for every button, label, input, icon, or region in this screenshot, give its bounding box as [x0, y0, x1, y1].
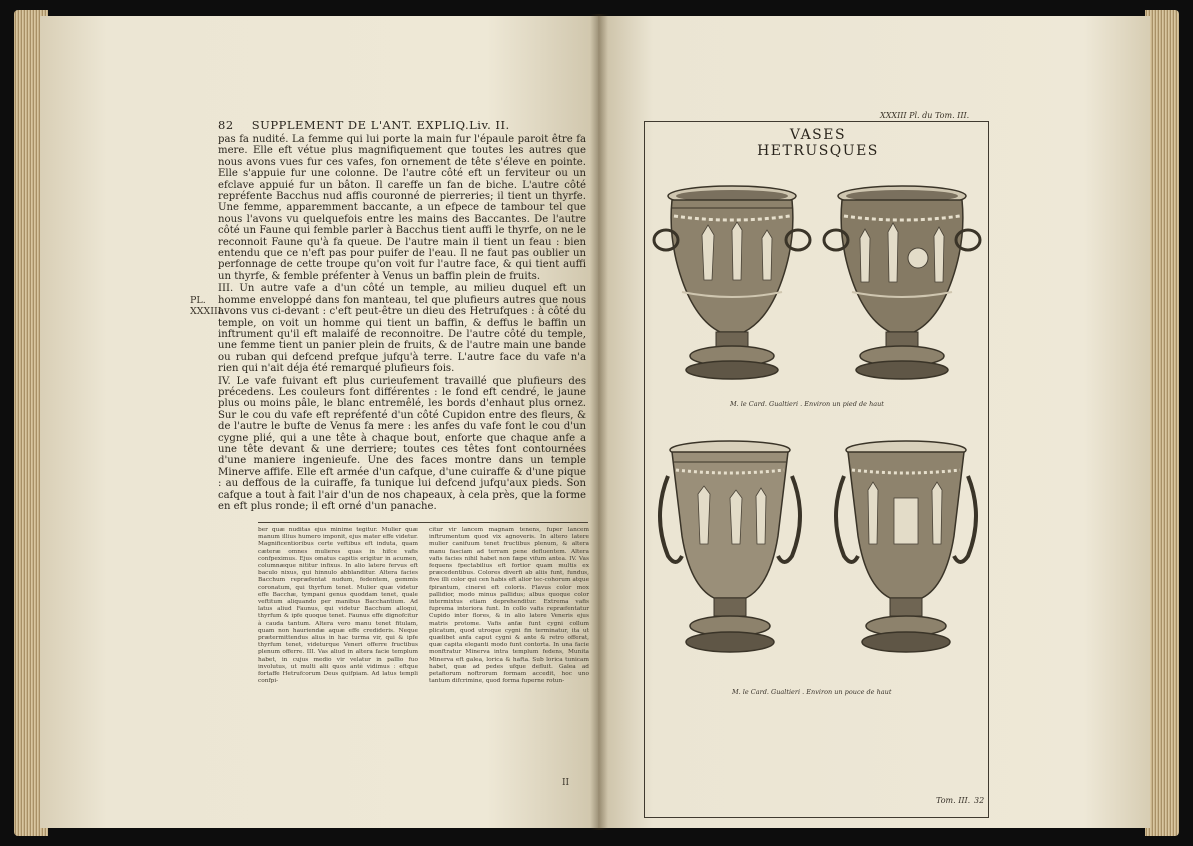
margin-note-line-2: XXXIII.: [190, 306, 225, 317]
plate-footer-tome: Tom. III.: [936, 796, 971, 805]
plate-number: XXXIII Pl. du Tom. III.: [880, 111, 970, 120]
latin-notes-right-text: citur vir lancem magnam tenens, fuper lancem inftrumentum quod vix agnoveris. In altero latere mulier canifuum tenet fructibus plenum, & altera manu fasciam ad terram pene defluentem. Altera vafis facies nihil habet non fæpe vifum antea. IV. Vas fequens fpectabilius eft fortior quam multis ex præcedentibus. Colores diverfi ab aliis funt, fundus, five illi color qui cen habis eft alior tec-cohorum atque fpirantum, cinerei eft coloris. Flavus color mox pallidior, modo minus pallidus; albus quoque color intermixtus etiam deprehenditur. Extrema vafis fuprema interiora funt. In collo vafis repræfentatur Cupido inter flores, & in alio latere Veneris ejus matris protome. Vafis anfæ funt cygni collum plicatum, quod utroque cygni fin terminatur, ita ut quælibet anfa caput cygni & ante & retro offerat, quæ capita eleganti modo funt contorta. In una facie monftratur Minerva intra templum fedens, Munita Minerva eft galea, lorica & hafta. Sub lorica tunicam habet, quæ ad pedes ufque defluit. Galea ad petafiorum noftrorum formam accedit, hoc uno tantum difcrimine, quod forma fuperne rotun-: [429, 527, 589, 685]
vase-illustration-3: [650, 436, 810, 661]
main-text: [218, 134, 586, 513]
latin-notes: [258, 527, 589, 685]
signature-mark: II: [562, 778, 570, 788]
paragraph-2: III. Un autre vafe a d'un côté un temple, au milieu duquel eft un homme enveloppé dans fon manteau, tel que plufieurs autres que nous avons vus ci-devant : c'eft peut-être un dieu des Hetrufques : à côté du temple, on voit un homme qui tient un baffin, & deffus le baffin un inftrument qu'il eft malaifé de reconnoitre. De l'autre côté du temple, une femme tient un panier plein de fruits, & de l'autre main une bande ou ruban qui defcend prefque jufqu'à terre. L'autre face du vafe n'a rien qui n'ait déja été remarqué plufieurs fois.: [218, 283, 586, 375]
vase-illustration-2: [822, 180, 982, 390]
caption-bottom: M. le Card. Gualtieri . Environ un pouce de haut: [732, 688, 892, 696]
running-head: [218, 118, 510, 132]
latin-notes-left-text: ber quæ nuditas ejus minime tegitur. Mulier quæ manum illius humero imponit, ejus mater effe videtur. Magnificentioribus certe veftibus eft induta, quam cæteræ omnes mulieres quas in hifce vafis confpeximus. Ejus omatus capitis erigitur in acumen, columnæque nititur infixus. In alio latere fervus eft baculo nixus, qui hinnulo abblanditur. Altera facies Bacchum repræfentat nudum, fedentem, gemmis coronatum, qui thyrfum tenet. Mulier quæ videtur effe Bacchæ, tympani genus quoddam tenet, quale veftitum aliquando per manibus Bacchantium. Ad latus aliud Faunus, qui videtur Bacchum alloqui, thyrfum & ipfe quoque tenet. Faunus effe dignofcitur à cauda tantum. Altera vero manu tenet fitulam, quam non hauriendæ aquæ effe credideris. Neque prætermittendus alius in hac turma vir, qui & ipfe thyrfum tenet, videturque Veneri offerre fructibus plenum offerre. III. Vas aliud in altera facie templum habet, in cujus medio vir velatur in pallio fuo involutus, ut multi alii quos antè vidimus : eftque fortaffe Hetrufcorum Deus quifpiam. Ad latus templi confpi-: [258, 527, 418, 685]
page-number: 82: [218, 118, 234, 132]
plate-footer-page: 32: [974, 796, 985, 805]
paragraph-1: pas fa nudité. La femme qui lui porte la main fur l'épaule paroit être fa mere. Elle eft vétue plus magnifiquement que toutes les autres que nous avons vues fur ces vafes, fon ornement de tête s'éleve en pointe. Elle s'appuie fur une colonne. De l'autre côté eft un ferviteur ou un efclave appuié fur un bâton. Il careffe un fan de biche. L'autre côté repréfente Bacchus nud affis couronné de pierreries; il tient un thyrfe. Une femme, apparemment baccante, a un efpece de tambour tel que nous l'avons vu quelquefois entre les mains des Baccantes. De l'autre côté un Faune qui femble parler à Bacchus tient auffi le thyrfe, on ne le reconnoit Faune qu'à fa queue. De l'autre main il tient un feau : bien entendu que ce n'eft pas pour puifer de l'eau. Il ne faut pas oublier un perfonnage de cette troupe qu'on voit fur l'autre face, & qui tient auffi un thyrfe, & femble préfenter à Venus un baffin plein de fruits.: [218, 134, 586, 282]
book-gutter: [590, 14, 608, 830]
latin-notes-right-column: [429, 527, 589, 685]
latin-notes-left-column: [258, 527, 418, 685]
running-head-title: SUPPLEMENT DE L'ANT. EXPLIQ.Liv. II.: [251, 118, 510, 132]
vase-illustration-4: [826, 436, 986, 661]
margin-note-line-1: PL.: [190, 295, 206, 306]
plate-title: VASES HETRUSQUES: [757, 127, 879, 159]
right-page-edges: [1145, 10, 1179, 836]
caption-top: M. le Card. Gualtieri . Environ un pied de haut: [730, 400, 884, 408]
paragraph-3: IV. Le vafe fuivant eft plus curieufement travaillé que plufieurs des précedens. Les couleurs font différentes : le fond eft cendré, le jaune plus ou moins pâle, le blanc entremêlé, les bords d'enhaut plus ornez. Sur le cou du vafe eft repréfenté d'un côté Cupidon entre des fleurs, & de l'autre le bufte de Venus fa mere : les anfes du vafe font le cou d'un cygne plié, qui a une tête à chaque bout, enforte que chaque anfe a une tête devant & une derriere; toutes ces têtes font contournées d'une maniere ingenieufe. Une des faces montre dans un temple Minerve affife. Elle eft armée d'un cafque, d'une cuiraffe & d'une pique : au deffous de la cuiraffe, fa tunique lui defcend jufqu'aux pieds. Son cafque a tout à fait l'air d'un de nos chapeaux, à cela près, que la forme en eft plus ronde; il eft orné d'un panache.: [218, 375, 586, 512]
vase-illustration-1: [652, 180, 812, 390]
footnote-rule: [258, 522, 588, 523]
